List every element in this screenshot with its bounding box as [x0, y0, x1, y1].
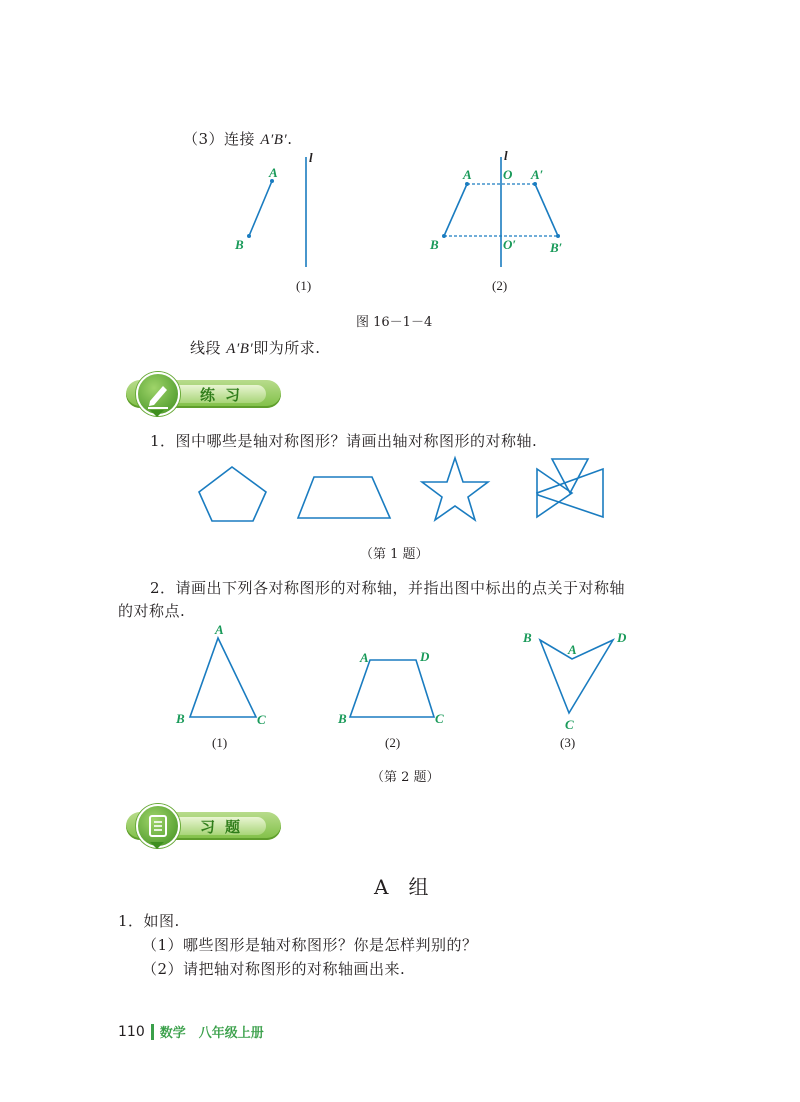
conclusion-suffix: 即为所求.: [253, 339, 321, 357]
figure-16-1-4: [220, 145, 580, 295]
label-O1: O′: [503, 237, 517, 252]
tri-label-B: B: [176, 711, 185, 726]
label-A1: A′: [531, 167, 544, 182]
tri-label-C: C: [257, 712, 266, 727]
axis-label-l: l: [309, 150, 313, 165]
figure-caption: 图 16－1－4: [356, 315, 433, 330]
trap-label-A: A: [360, 650, 369, 665]
tri-label-A: A: [215, 622, 224, 637]
trap-label-D: D: [420, 649, 430, 664]
practice-q2-text-line2: 的对称点.: [118, 602, 186, 620]
point-A1: [533, 182, 537, 186]
step3-prefix: （3）连接: [183, 130, 256, 148]
trapezoid-shape: [298, 477, 390, 518]
exercise-banner: [118, 804, 283, 848]
label-O: O: [503, 167, 513, 182]
fig-caption-2: (2): [385, 735, 401, 750]
book-title: 数学 八年级上册: [159, 1026, 264, 1041]
isosceles-triangle-shape: [190, 638, 256, 717]
label-A: A: [269, 165, 278, 180]
conclusion-line: [190, 337, 320, 358]
page-footer: [118, 1022, 264, 1041]
exercise-q1-sub2: （2）请把轴对称图形的对称轴画出来.: [142, 960, 406, 978]
trap-label-B: B: [338, 711, 347, 726]
footer-divider: [151, 1024, 154, 1040]
dart-label-C: C: [565, 717, 574, 732]
segment-AB: [249, 181, 272, 236]
point-B1: [556, 234, 560, 238]
conclusion-segment: A′B′: [226, 341, 254, 357]
trap-label-C: C: [435, 711, 444, 726]
exercise-q1-text: 1．如图.: [118, 912, 180, 930]
conclusion-prefix: 线段: [190, 339, 222, 357]
pencil-icon: [138, 374, 178, 414]
label-B1: B′: [550, 240, 563, 255]
dart-label-A: A: [568, 642, 577, 657]
step3-segment: A′B′: [260, 132, 288, 148]
axis-label-l2: l: [504, 148, 508, 163]
dart-label-D: D: [617, 630, 627, 645]
exercise-q1-sub1: （1）哪些图形是轴对称图形？你是怎样判别的？: [142, 936, 478, 954]
step3-suffix: .: [287, 130, 293, 148]
dart-label-B: B: [523, 630, 532, 645]
fig-caption-3: (3): [560, 735, 576, 750]
point-B2: [442, 234, 446, 238]
isosceles-trapezoid-shape: [350, 660, 434, 717]
label-B2: B: [430, 237, 439, 252]
segment-A1B1: [535, 184, 558, 236]
practice-q1-figures: [190, 455, 610, 530]
sub-caption-1: (1): [296, 278, 312, 293]
point-B: [247, 234, 251, 238]
practice-q2-text-line1: 2．请画出下列各对称图形的对称轴，并指出图中标出的点关于对称轴: [150, 579, 626, 597]
label-A2: A: [463, 167, 472, 182]
notebook-icon: [138, 806, 178, 846]
fig-caption-1: (1): [212, 735, 228, 750]
label-B: B: [235, 237, 244, 252]
sub-caption-2: (2): [492, 278, 508, 293]
segment-AB2: [444, 184, 467, 236]
practice-q2-caption: （第 2 题）: [371, 770, 440, 785]
practice-q1-caption: （第 1 题）: [360, 547, 429, 562]
exercise-banner-title: 习题: [200, 818, 251, 836]
point-A2: [465, 182, 469, 186]
star-shape: [422, 458, 488, 520]
practice-banner-title: 练习: [200, 386, 251, 404]
group-heading: A 组: [374, 875, 429, 899]
pentagon-shape: [199, 467, 266, 521]
practice-banner: [118, 372, 283, 416]
practice-q1-text: 1．图中哪些是轴对称图形？请画出轴对称图形的对称轴.: [150, 432, 538, 450]
bowtie-shape: [537, 459, 603, 517]
page-number: 110: [118, 1023, 145, 1040]
practice-q2-figures: [170, 620, 640, 755]
